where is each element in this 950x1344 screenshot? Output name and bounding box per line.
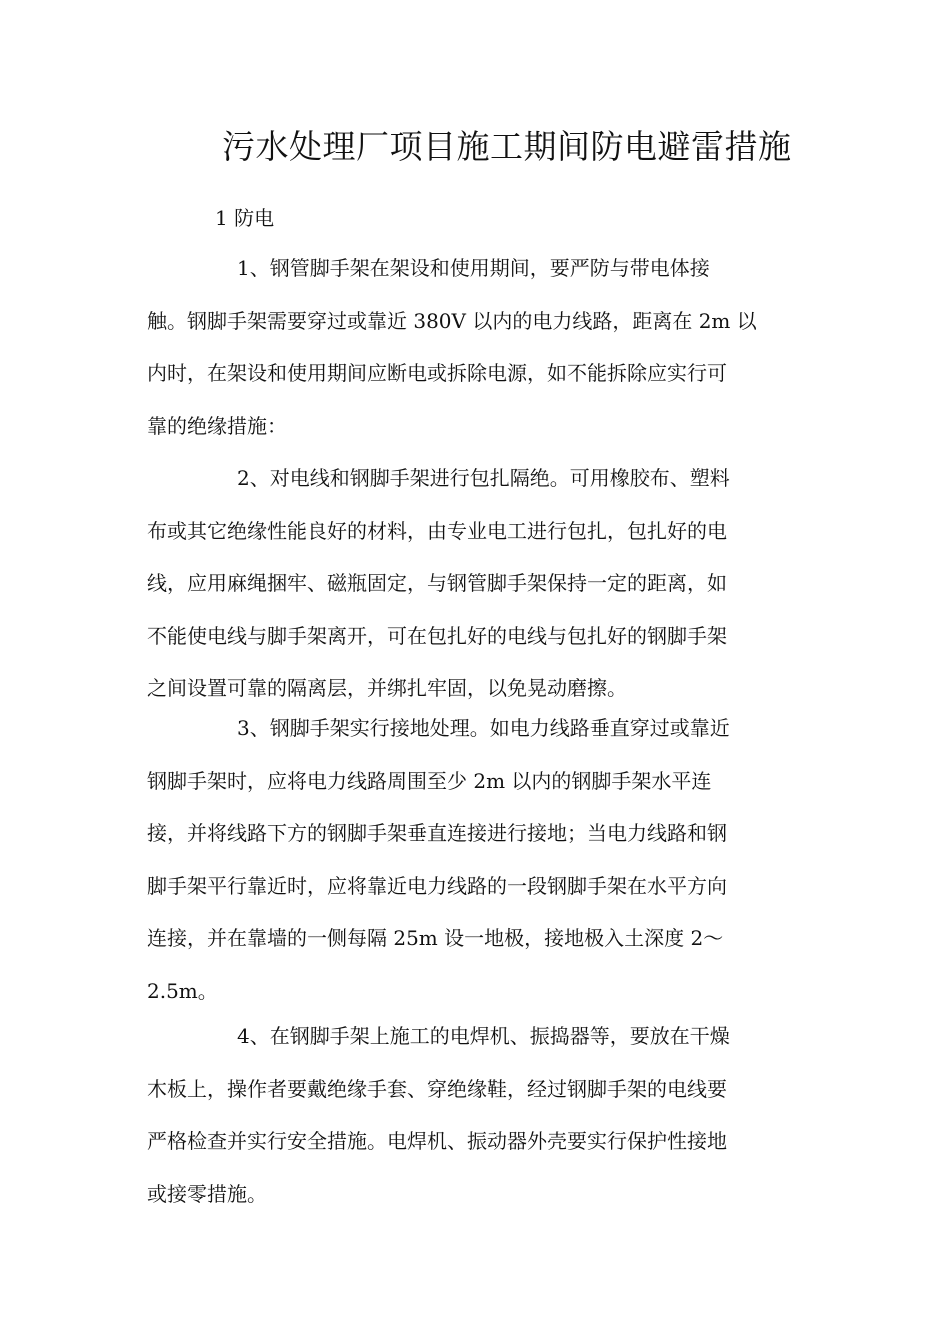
paragraph-line: 靠的绝缘措施： [147, 413, 287, 438]
paragraph-4 [147, 1010, 812, 1220]
paragraph-line: 内时，在架设和使用期间应断电或拆除电源，如不能拆除应实行可 [147, 361, 727, 385]
paragraph-line: 布或其它绝缘性能良好的材料，由专业电工进行包扎，包扎好的电 [147, 518, 727, 543]
paragraph-line: 之间设置可靠的隔离层，并绑扎牢固，以免晃动磨擦。 [147, 676, 627, 700]
document-title: 污水处理厂项目施工期间防电避雷措施 [222, 127, 792, 166]
paragraph-line: 钢脚手架时，应将电力线路周围至少 2m 以内的钢脚手架水平连 [147, 768, 712, 793]
paragraph-line: 脚手架平行靠近时，应将靠近电力线路的一段钢脚手架在水平方向 [147, 873, 727, 898]
paragraph-line: 触。钢脚手架需要穿过或靠近 380V 以内的电力线路，距离在 2m 以 [147, 308, 757, 333]
paragraph-line: 2.5m。 [147, 978, 218, 1003]
paragraph-line: 线，应用麻绳捆牢、磁瓶固定，与钢管脚手架保持一定的距离，如 [147, 571, 727, 595]
paragraph-line: 2、对电线和钢脚手架进行包扎隔绝。可用橡胶布、塑料 [237, 466, 730, 490]
paragraph-line: 木板上，操作者要戴绝缘手套、穿绝缘鞋，经过钢脚手架的电线要 [147, 1076, 727, 1101]
paragraph-3 [147, 702, 812, 1017]
paragraph-line: 或接零措施。 [147, 1181, 267, 1206]
paragraph-line: 4、在钢脚手架上施工的电焊机、振捣器等，要放在干燥 [237, 1024, 730, 1048]
section-heading: 1 防电 [215, 206, 275, 230]
paragraph-line: 1、钢管脚手架在架设和使用期间，要严防与带电体接 [237, 256, 710, 280]
paragraph-1 [147, 242, 812, 452]
paragraph-line: 不能使电线与脚手架离开，可在包扎好的电线与包扎好的钢脚手架 [147, 623, 727, 648]
paragraph-2 [147, 452, 812, 715]
paragraph-line: 连接，并在靠墙的一侧每隔 25m 设一地极，接地极入土深度 2～ [147, 926, 724, 950]
paragraph-line: 严格检查并实行安全措施。电焊机、振动器外壳要实行保护性接地 [147, 1129, 727, 1153]
paragraph-line: 接，并将线路下方的钢脚手架垂直连接进行接地；当电力线路和钢 [147, 821, 727, 845]
paragraph-line: 3、钢脚手架实行接地处理。如电力线路垂直穿过或靠近 [237, 716, 730, 740]
